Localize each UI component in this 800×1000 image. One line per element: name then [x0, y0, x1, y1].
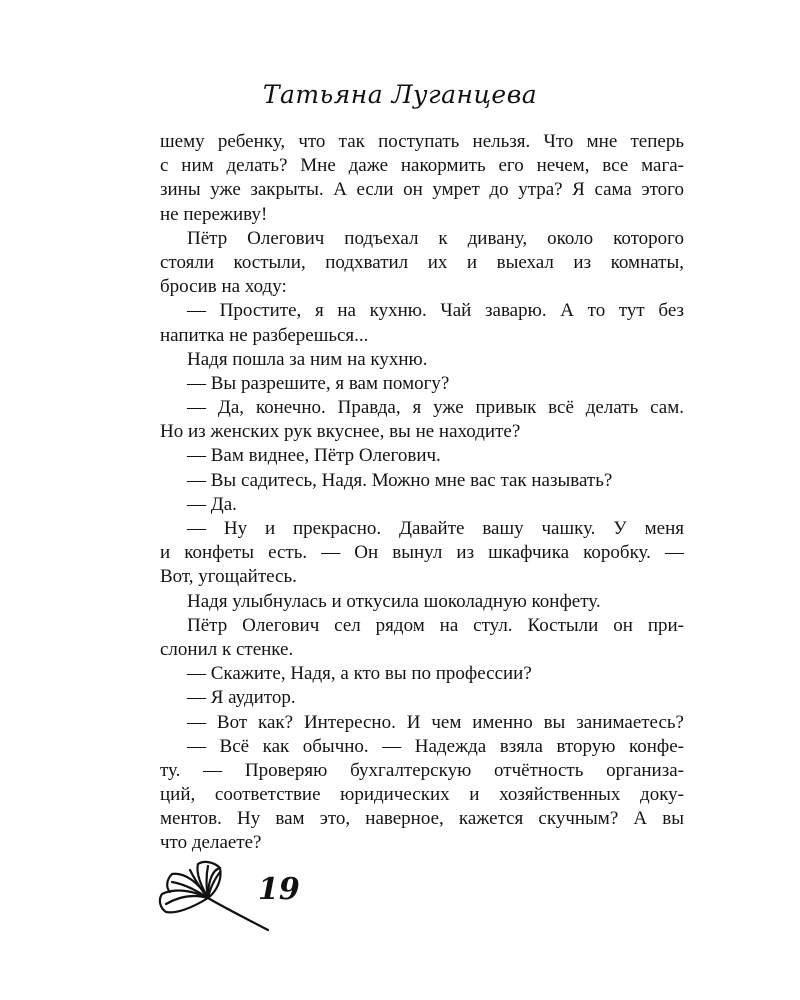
text-line: — Я аудитор. — [187, 687, 296, 709]
text-line: — Да. — [187, 493, 237, 515]
text-line: и конфеты есть. — Он вынул из шкафчика коробку. — — [160, 542, 684, 564]
running-header: Татьяна Луганцева — [262, 80, 538, 109]
text-line: Но из женских рук вкуснее, вы не находите? — [160, 421, 521, 443]
text-line: слонил к стенке. — [160, 638, 294, 660]
text-line: Пётр Олегович подъехал к дивану, около которого — [187, 227, 684, 249]
text-line: с ним делать? Мне даже накормить его нечем, все мага- — [160, 155, 684, 177]
text-line: Пётр Олегович сел рядом на стул. Костыли он при- — [187, 614, 684, 636]
text-line: — Вы разрешите, я вам помогу? — [187, 372, 450, 394]
text-line: ментов. Ну вам это, наверное, кажется скучным? А вы — [160, 808, 684, 830]
text-line: — Всё как обычно. — Надежда взяла вторую конфе- — [187, 735, 684, 757]
text-line: — Да, конечно. Правда, я уже привык всё делать сам. — [187, 397, 684, 419]
page-number: 19 — [258, 872, 300, 907]
text-line: что делаете? — [160, 832, 262, 854]
text-line: зины уже закрыты. А если он умрет до утра? Я сама этого — [160, 179, 684, 201]
text-line: Вот, угощайтесь. — [160, 566, 297, 588]
text-line: ту. — Проверяю бухгалтерскую отчётность организа- — [160, 759, 684, 781]
body-text — [160, 130, 684, 856]
text-line: — Простите, я на кухню. Чай заварю. А то тут без — [187, 300, 684, 322]
ginkgo-leaf-icon — [150, 850, 330, 940]
text-line: шему ребенку, что так поступать нельзя. Что мне теперь — [160, 131, 684, 152]
text-line: не переживу! — [160, 203, 268, 225]
text-line: — Ну и прекрасно. Давайте вашу чашку. У меня — [187, 518, 684, 539]
text-line: — Вы садитесь, Надя. Можно мне вас так называть? — [187, 469, 613, 491]
text-line: — Вам виднее, Пётр Олегович. — [187, 445, 441, 467]
text-line: — Вот как? Интересно. И чем именно вы занимаетесь? — [187, 711, 684, 733]
text-line: Надя пошла за ним на кухню. — [187, 348, 428, 370]
text-line: стояли костыли, подхватил их и выехал из комнаты, — [160, 251, 684, 273]
text-line: — Скажите, Надя, а кто вы по профессии? — [187, 663, 532, 685]
text-line: напитка не разберешься... — [160, 324, 369, 346]
text-line: бросив на ходу: — [160, 276, 287, 298]
text-line: ций, соответствие юридических и хозяйственных доку- — [160, 784, 684, 806]
text-line: Надя улыбнулась и откусила шоколадную конфету. — [187, 590, 601, 612]
